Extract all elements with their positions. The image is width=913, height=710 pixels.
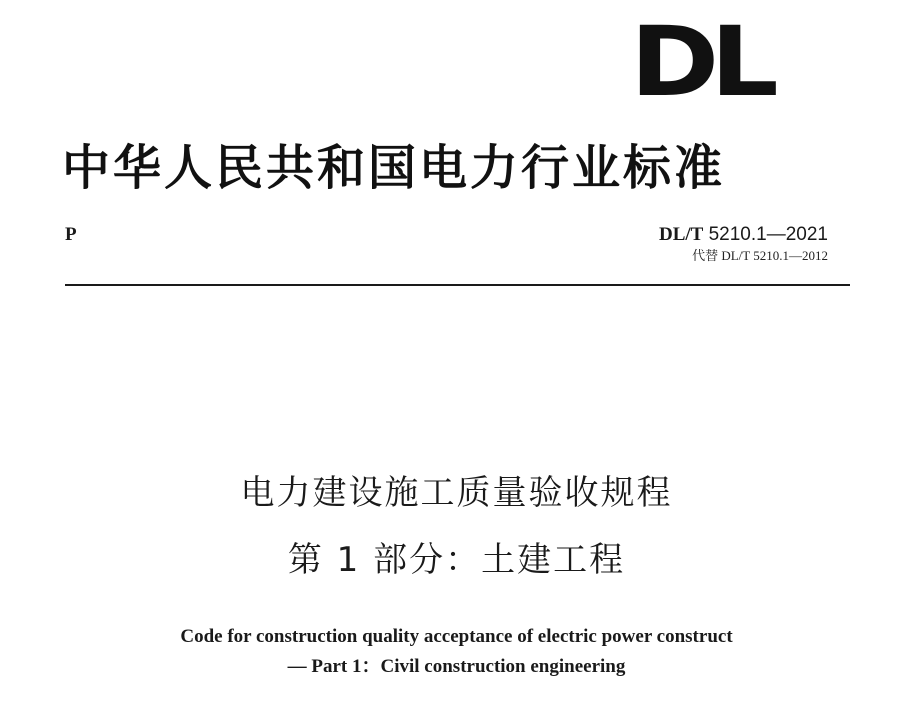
standard-prefix: DL/T (658, 224, 704, 245)
document-subtitle-cn: 第 1 部分：土建工程 (287, 540, 626, 580)
category-code: P (65, 224, 77, 245)
replaces-note: 代替 DL/T 5210.1—2012 (692, 248, 828, 263)
standard-number-value: 5210.1—2021 (708, 224, 828, 245)
standard-number (659, 224, 828, 246)
document-title-cn: 电力建设施工质量验收规程 (240, 473, 673, 513)
standard-title: 中华人民共和国电力行业标准 (62, 140, 726, 196)
document-title-en: Code for construction quality acceptance of electric power construct (180, 626, 733, 647)
header-divider (65, 284, 850, 286)
document-subtitle-en: — Part 1：Civil construction engineering (287, 656, 626, 677)
dl-logo: DL (630, 6, 770, 118)
